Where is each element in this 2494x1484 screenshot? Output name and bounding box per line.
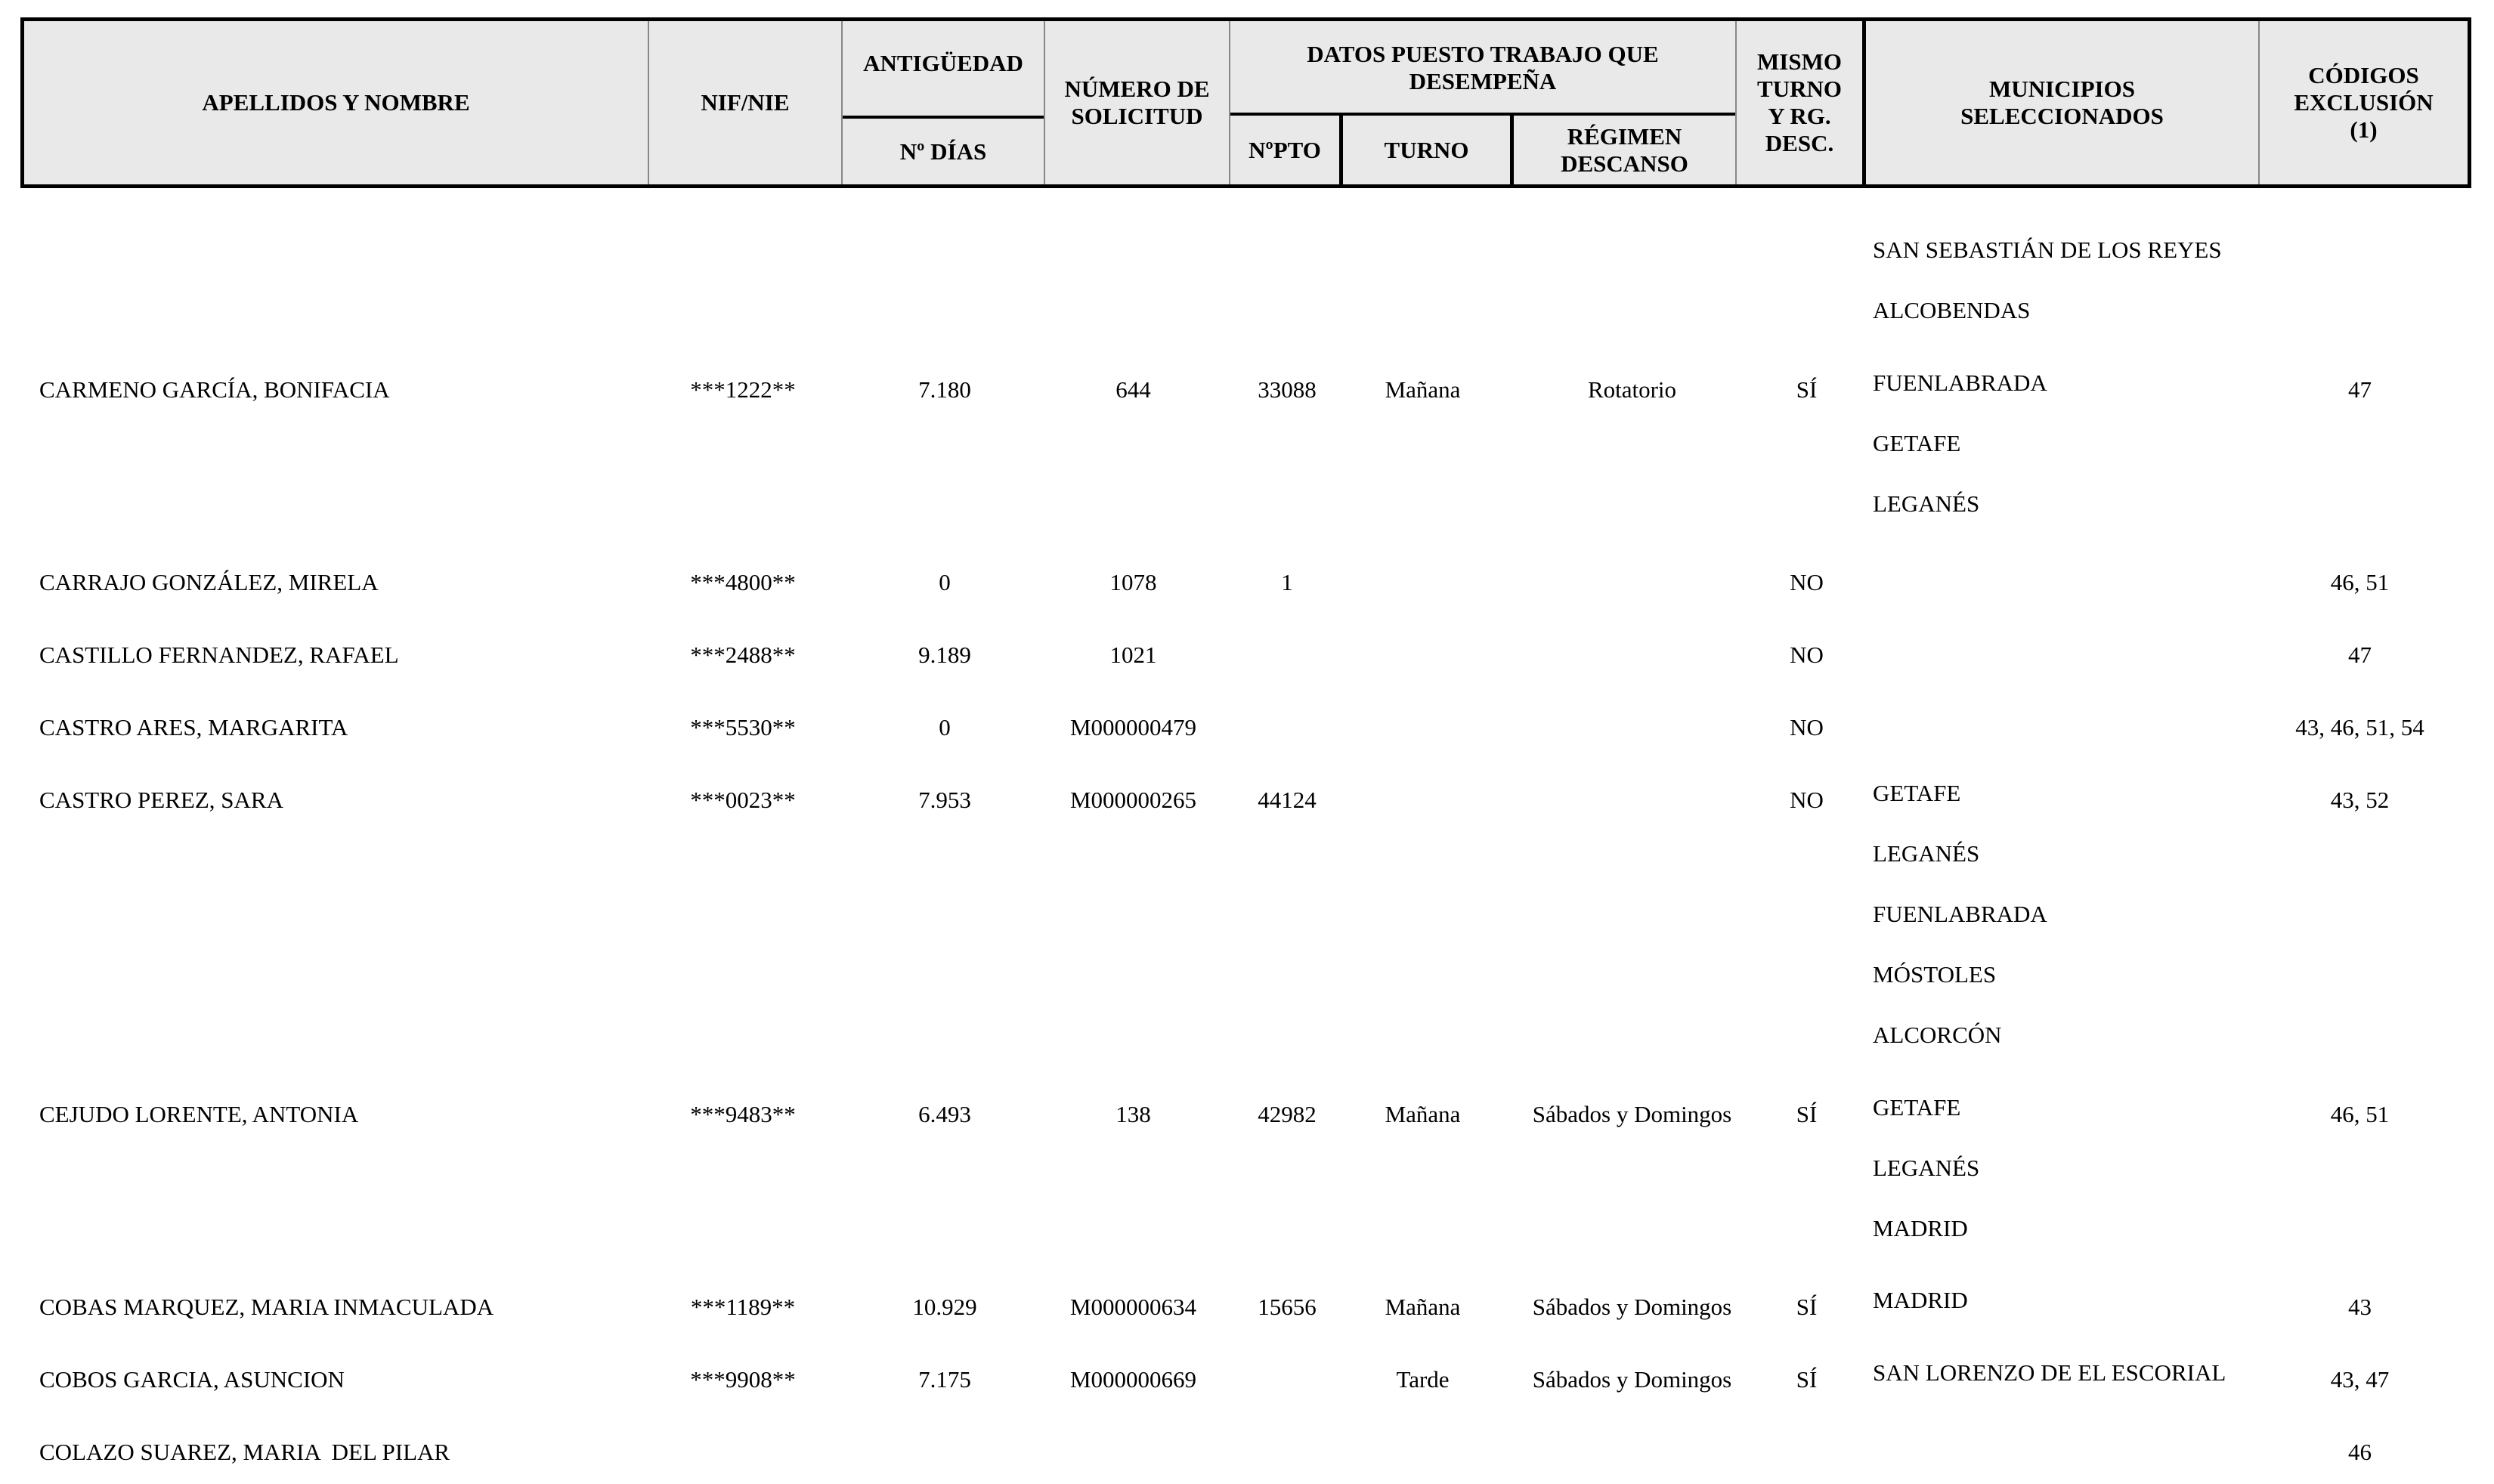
cell-nif: ***1222** [690,376,796,403]
header-name: APELLIDOS Y NOMBRE [202,89,470,116]
cell-solicitud: M000000265 [1069,787,1197,813]
cell-regimen: Sábados y Domingos [1532,1366,1732,1393]
header-turno: TURNO [1384,136,1469,163]
cell-mismo: NO [1790,569,1824,595]
cell-npto: 42982 [1258,1101,1317,1127]
header-regimen: RÉGIMEN DESCANSO [1561,122,1688,177]
cell-codigos: 46, 51 [2330,1101,2390,1127]
cell-municipio: GETAFE [1873,780,1961,806]
cell-solicitud: 1021 [1109,642,1157,668]
cell-npto: 44124 [1258,787,1317,813]
cell-nif: ***0023** [690,787,796,813]
cell-codigos: 47 [2348,642,2372,668]
cell-mismo: NO [1790,714,1824,740]
cell-dias: 7.180 [918,376,971,403]
cell-name: COBAS MARQUEZ, MARIA INMACULADA [39,1294,494,1320]
cell-solicitud: 138 [1115,1101,1151,1127]
cell-name: CEJUDO LORENTE, ANTONIA [39,1101,359,1127]
cell-nif: ***9483** [690,1101,796,1127]
cell-mismo: SÍ [1796,1101,1818,1127]
cell-dias: 6.493 [918,1101,971,1127]
cell-solicitud: 644 [1115,376,1151,403]
cell-municipio: MADRID [1873,1215,1968,1241]
cell-dias: 0 [939,569,951,595]
cell-turno: Mañana [1385,376,1461,403]
cell-municipio: ALCORCÓN [1873,1022,2002,1048]
cell-municipio: GETAFE [1873,430,1961,456]
header-datos-puesto: DATOS PUESTO TRABAJO QUE DESEMPEÑA [1307,41,1659,94]
cell-name: COLAZO SUAREZ, MARIA DEL PILAR [39,1439,450,1465]
cell-name: CASTRO ARES, MARGARITA [39,714,348,740]
cell-codigos: 46 [2348,1439,2372,1465]
cell-municipio: MADRID [1873,1287,1968,1313]
cell-mismo: NO [1790,642,1824,668]
cell-municipio: SAN SEBASTIÁN DE LOS REYES [1873,237,2222,263]
header-dias: Nº DÍAS [899,138,987,165]
header-municipios: MUNICIPIOS SELECCIONADOS [1960,76,2164,129]
cell-name: COBOS GARCIA, ASUNCION [39,1366,345,1393]
cell-nif: ***2488** [690,642,796,668]
cell-dias: 10.929 [912,1294,977,1320]
cell-dias: 9.189 [918,642,971,668]
cell-codigos: 46, 51 [2330,569,2390,595]
cell-npto: 1 [1281,569,1293,595]
cell-solicitud: 1078 [1109,569,1157,595]
cell-regimen: Sábados y Domingos [1532,1101,1732,1127]
cell-solicitud: M000000669 [1069,1366,1197,1393]
header-codigos: CÓDIGOS EXCLUSIÓN (1) [2294,62,2434,143]
cell-mismo: SÍ [1796,376,1818,403]
cell-npto: 15656 [1258,1294,1317,1320]
cell-municipio: ALCOBENDAS [1873,297,2031,323]
cell-municipio: SAN LORENZO DE EL ESCORIAL [1873,1359,2226,1386]
cell-nif: ***5530** [690,714,796,740]
cell-name: CASTRO PEREZ, SARA [39,787,283,813]
cell-municipio: FUENLABRADA [1873,369,2047,396]
cell-municipio: LEGANÉS [1873,840,1980,867]
cell-municipio: GETAFE [1873,1094,1961,1121]
cell-mismo: NO [1790,787,1824,813]
cell-municipio: LEGANÉS [1873,490,1980,517]
cell-regimen: Rotatorio [1587,376,1677,403]
cell-solicitud: M000000479 [1069,714,1197,740]
cell-mismo: SÍ [1796,1366,1818,1393]
cell-regimen: Sábados y Domingos [1532,1294,1732,1320]
header-npto: NºPTO [1249,136,1321,163]
header-solicitud: NÚMERO DE SOLICITUD [1064,76,1210,129]
cell-turno: Tarde [1396,1366,1450,1393]
header-nif: NIF/NIE [701,89,790,116]
cell-mismo: SÍ [1796,1294,1818,1320]
cell-codigos: 43, 47 [2330,1366,2390,1393]
cell-nif: ***1189** [690,1294,796,1320]
cell-codigos: 47 [2348,376,2372,403]
cell-codigos: 43, 46, 51, 54 [2295,714,2424,740]
divider [843,116,1044,119]
cell-municipio: LEGANÉS [1873,1155,1980,1181]
cell-name: CARRAJO GONZÁLEZ, MIRELA [39,569,379,595]
cell-dias: 0 [939,714,951,740]
cell-municipio: MÓSTOLES [1873,961,1997,988]
cell-codigos: 43 [2348,1294,2372,1320]
cell-municipio: FUENLABRADA [1873,901,2047,927]
cell-solicitud: M000000634 [1069,1294,1197,1320]
cell-name: CARMENO GARCÍA, BONIFACIA [39,376,390,403]
cell-name: CASTILLO FERNANDEZ, RAFAEL [39,642,399,668]
cell-nif: ***4800** [690,569,796,595]
cell-npto: 33088 [1258,376,1317,403]
header-mismo-turno: MISMO TURNO Y RG. DESC. [1757,48,1842,156]
cell-nif: ***9908** [690,1366,796,1393]
cell-dias: 7.953 [918,787,971,813]
header-antiguedad: ANTIGÜEDAD [863,50,1023,76]
table-header [20,17,2471,188]
cell-turno: Mañana [1385,1101,1461,1127]
cell-turno: Mañana [1385,1294,1461,1320]
cell-dias: 7.175 [918,1366,971,1393]
cell-codigos: 43, 52 [2330,787,2390,813]
